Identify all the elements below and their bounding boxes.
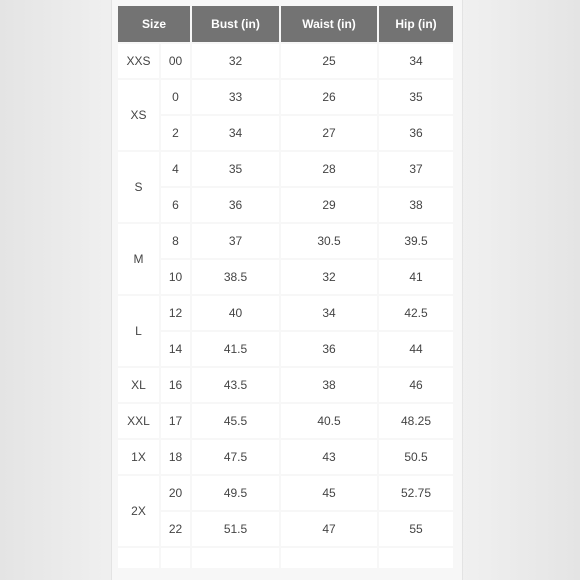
size-label: XL [118, 368, 159, 402]
header-bust: Bust (in) [192, 6, 279, 42]
size-number: 10 [161, 260, 190, 294]
size-number: 14 [161, 332, 190, 366]
size-number: 2 [161, 116, 190, 150]
size-number: 12 [161, 296, 190, 330]
table-row [118, 440, 453, 474]
bust-value: 47.5 [192, 440, 279, 474]
bust-value: 40 [192, 296, 279, 330]
bust-value: 33 [192, 80, 279, 114]
waist-value: 27 [281, 116, 377, 150]
waist-value: 36 [281, 332, 377, 366]
waist-value: 28 [281, 152, 377, 186]
table-row [118, 368, 453, 402]
empty-cell [281, 548, 377, 568]
hip-value: 37 [379, 152, 453, 186]
size-label: L [118, 296, 159, 366]
empty-cell [161, 548, 190, 568]
table-row [118, 116, 453, 150]
table-row [118, 260, 453, 294]
hip-value: 39.5 [379, 224, 453, 258]
table-row-partial [118, 548, 453, 568]
size-label: 2X [118, 476, 159, 546]
header-size: Size [118, 6, 190, 42]
table-row [118, 512, 453, 546]
hip-value: 52.75 [379, 476, 453, 510]
hip-value: 38 [379, 188, 453, 222]
hip-value: 55 [379, 512, 453, 546]
bust-value: 51.5 [192, 512, 279, 546]
waist-value: 43 [281, 440, 377, 474]
bust-value: 38.5 [192, 260, 279, 294]
size-number: 17 [161, 404, 190, 438]
bust-value: 43.5 [192, 368, 279, 402]
table-row [118, 152, 453, 186]
waist-value: 45 [281, 476, 377, 510]
table-row [118, 80, 453, 114]
size-label: S [118, 152, 159, 222]
table-row [118, 332, 453, 366]
header-row [118, 6, 453, 42]
hip-value: 34 [379, 44, 453, 78]
size-number: 0 [161, 80, 190, 114]
size-number: 00 [161, 44, 190, 78]
hip-value: 42.5 [379, 296, 453, 330]
bust-value: 45.5 [192, 404, 279, 438]
hip-value: 35 [379, 80, 453, 114]
bust-value: 32 [192, 44, 279, 78]
hip-value: 44 [379, 332, 453, 366]
waist-value: 25 [281, 44, 377, 78]
header-hip: Hip (in) [379, 6, 453, 42]
waist-value: 29 [281, 188, 377, 222]
size-label: XXL [118, 404, 159, 438]
table-row [118, 224, 453, 258]
size-number: 4 [161, 152, 190, 186]
bust-value: 36 [192, 188, 279, 222]
waist-value: 26 [281, 80, 377, 114]
size-number: 18 [161, 440, 190, 474]
bust-value: 34 [192, 116, 279, 150]
table-row [118, 296, 453, 330]
size-number: 22 [161, 512, 190, 546]
waist-value: 40.5 [281, 404, 377, 438]
empty-cell [118, 548, 159, 568]
size-number: 8 [161, 224, 190, 258]
waist-value: 34 [281, 296, 377, 330]
hip-value: 36 [379, 116, 453, 150]
waist-value: 30.5 [281, 224, 377, 258]
empty-cell [379, 548, 453, 568]
hip-value: 50.5 [379, 440, 453, 474]
waist-value: 32 [281, 260, 377, 294]
size-label: 1X [118, 440, 159, 474]
hip-value: 48.25 [379, 404, 453, 438]
waist-value: 47 [281, 512, 377, 546]
empty-cell [192, 548, 279, 568]
bust-value: 41.5 [192, 332, 279, 366]
table-row [118, 188, 453, 222]
waist-value: 38 [281, 368, 377, 402]
hip-value: 46 [379, 368, 453, 402]
size-number: 6 [161, 188, 190, 222]
size-chart-sheet [111, 0, 463, 580]
size-label: XS [118, 80, 159, 150]
hip-value: 41 [379, 260, 453, 294]
table-row [118, 476, 453, 510]
size-label: M [118, 224, 159, 294]
size-number: 16 [161, 368, 190, 402]
table-row [118, 44, 453, 78]
table-row [118, 404, 453, 438]
header-waist: Waist (in) [281, 6, 377, 42]
bust-value: 49.5 [192, 476, 279, 510]
size-label: XXS [118, 44, 159, 78]
bust-value: 35 [192, 152, 279, 186]
size-number: 20 [161, 476, 190, 510]
bust-value: 37 [192, 224, 279, 258]
size-chart-table [116, 4, 455, 570]
